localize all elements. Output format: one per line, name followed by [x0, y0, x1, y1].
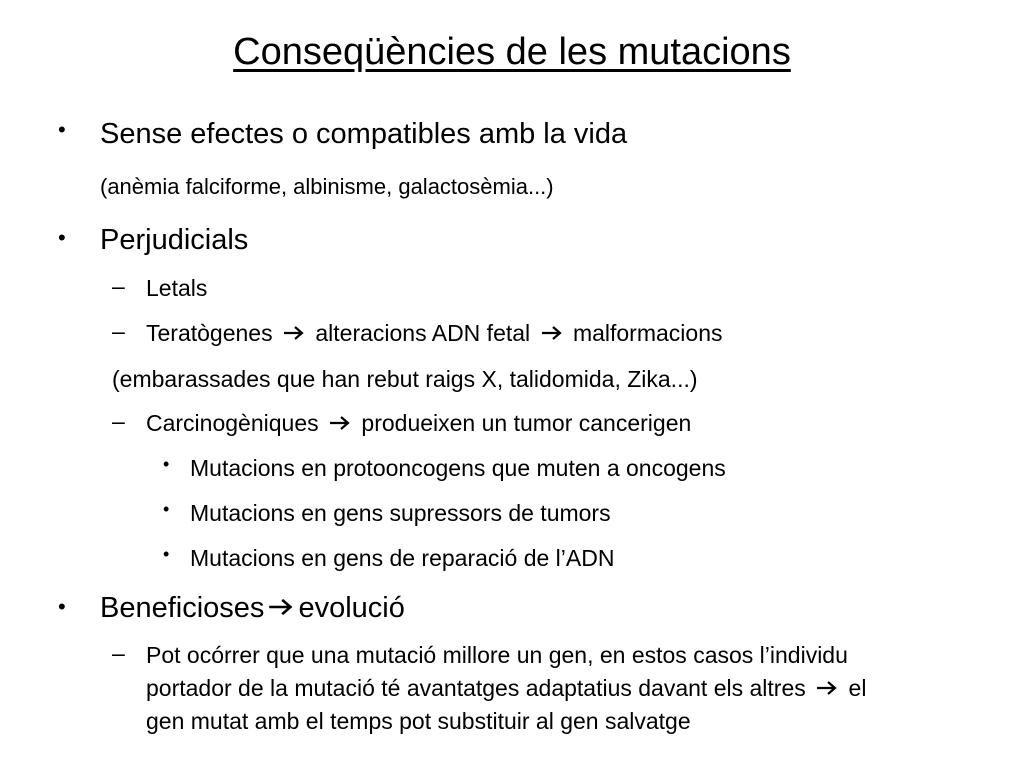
bullet-marker: • [163, 499, 170, 519]
item-no-effects-note: (anèmia falciforme, albinisme, galactosèmia...) [100, 174, 554, 199]
item-no-effects: Sense efectes o compatibles amb la vida [100, 118, 628, 150]
dash-marker: – [112, 318, 125, 344]
carcinogens-effect: produeixen un tumor cancerigen [361, 410, 692, 436]
bullet-marker: • [58, 594, 66, 619]
item-explanation-line3: gen mutat amb el temps pot substituir al gen salvatge [146, 708, 691, 734]
bullet-marker: • [163, 544, 170, 564]
bullet-marker: • [58, 117, 66, 142]
right-arrow-icon [268, 597, 294, 617]
item-carcinogens [146, 408, 691, 438]
right-arrow-icon [541, 325, 563, 341]
item-explanation-line2 [146, 673, 866, 703]
teratogens-label: Teratògenes [146, 320, 273, 346]
teratogens-result: malformacions [572, 320, 723, 346]
item-protooncogens: Mutacions en protooncogens que muten a oncogens [190, 455, 726, 481]
right-arrow-icon [816, 680, 838, 696]
item-repair-genes: Mutacions en gens de reparació de l’ADN [190, 545, 615, 571]
carcinogens-label: Carcinogèniques [146, 410, 319, 436]
item-lethal: Letals [146, 275, 208, 301]
dash-marker: – [112, 640, 125, 666]
slide-title: Conseqüències de les mutacions [233, 31, 791, 73]
dash-marker: – [112, 408, 125, 434]
item-teratogens [146, 318, 722, 348]
bullet-marker: • [163, 454, 170, 474]
beneficial-effect: evolució [298, 592, 405, 624]
right-arrow-icon [329, 415, 351, 431]
explanation-text: portador de la mutació té avantatges adaptatius davant els altres [146, 675, 806, 701]
beneficial-label: Beneficioses [100, 592, 265, 624]
item-harmful: Perjudicials [100, 224, 249, 256]
item-teratogens-note: (embarassades que han rebut raigs X, talidomida, Zika...) [112, 366, 698, 392]
item-explanation-line1: Pot ocórrer que una mutació millore un gen, en estos casos l’individu [146, 642, 848, 668]
right-arrow-icon [283, 325, 305, 341]
dash-marker: – [112, 273, 125, 299]
explanation-text: el [848, 675, 867, 701]
item-beneficial [100, 590, 405, 626]
item-suppressor-genes: Mutacions en gens supressors de tumors [190, 500, 611, 526]
bullet-marker: • [58, 225, 66, 250]
teratogens-effect: alteracions ADN fetal [315, 320, 531, 346]
